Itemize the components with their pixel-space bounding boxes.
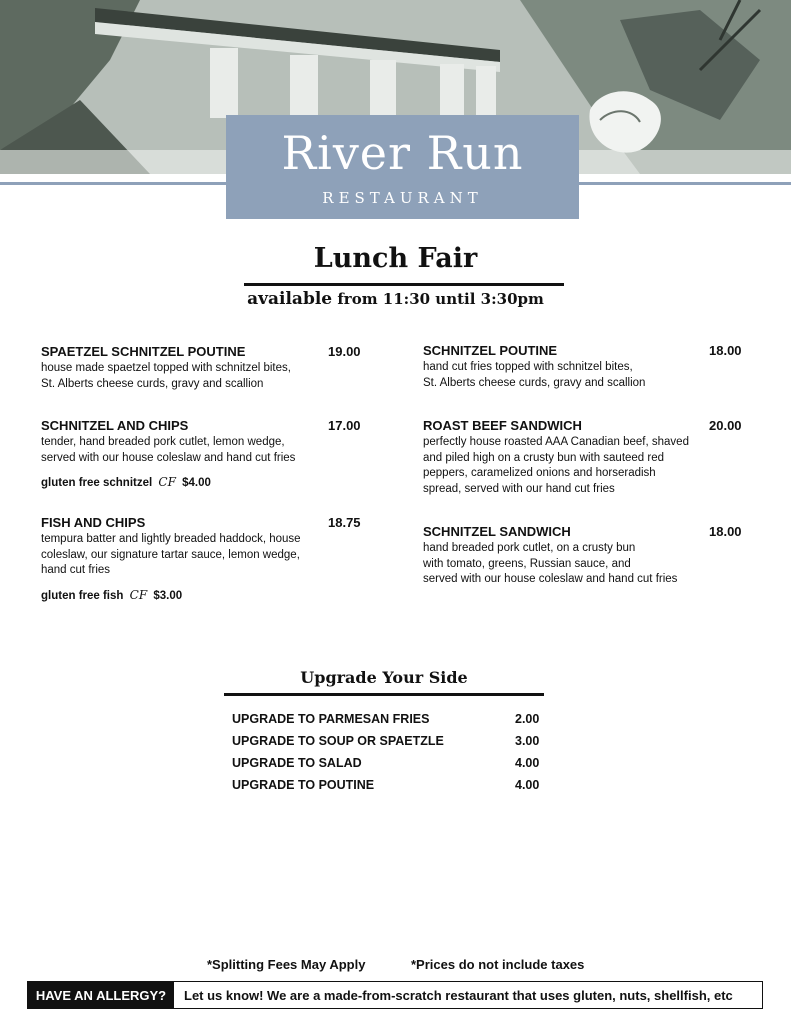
item-name: SCHNITZEL SANDWICH (423, 524, 571, 539)
item-price: 18.00 (709, 524, 742, 539)
restaurant-subtitle: RESTAURANT (322, 189, 483, 207)
item-price: 20.00 (709, 418, 742, 433)
restaurant-logo (226, 115, 579, 219)
upgrade-row (232, 778, 542, 800)
gluten-free-mark: CF (129, 587, 148, 602)
upgrade-label: UPGRADE TO SOUP OR SPAETZLE (232, 734, 444, 748)
item-description (41, 435, 371, 466)
upgrade-label: UPGRADE TO POUTINE (232, 778, 375, 792)
item-name: FISH AND CHIPS (41, 515, 146, 530)
upgrade-label: UPGRADE TO PARMESAN FRIES (232, 712, 430, 726)
description-line: served with our house coleslaw and hand cut fries (423, 573, 678, 585)
menu-item (423, 418, 753, 497)
title-divider (244, 283, 564, 286)
description-line: served with our house coleslaw and hand cut fries (41, 451, 296, 464)
description-line: coleslaw, our signature tartar sauce, lemon wedge, (41, 548, 300, 561)
description-line: with tomato, greens, Russian sauce, and (423, 557, 631, 570)
item-name: ROAST BEEF SANDWICH (423, 418, 582, 433)
availability-hours: from 11:30 until 3:30pm (337, 290, 544, 308)
menu-item (41, 515, 371, 602)
description-line: hand cut fries topped with schnitzel bites, (423, 361, 633, 373)
item-name: SCHNITZEL AND CHIPS (41, 418, 189, 433)
menu-item (423, 343, 753, 391)
description-line: hand cut fries (41, 564, 111, 576)
menu-item (41, 418, 371, 489)
upgrade-row (232, 756, 542, 778)
item-description (41, 361, 371, 392)
item-description (423, 435, 753, 497)
upgrade-price: 4.00 (515, 756, 540, 770)
upgrade-divider (224, 693, 544, 696)
restaurant-name: River Run (281, 126, 524, 180)
description-line: and piled high on a crusty bun with sauteed red (423, 451, 665, 464)
description-line: tempura batter and lightly breaded haddock, house (41, 533, 301, 545)
gluten-free-label: gluten free schnitzel (41, 477, 153, 489)
item-price: 19.00 (328, 344, 361, 359)
item-name: SCHNITZEL POUTINE (423, 343, 558, 358)
item-price: 18.75 (328, 515, 361, 530)
menu-item (41, 344, 371, 392)
menu-item (423, 524, 753, 588)
allergy-notice (27, 981, 763, 1009)
description-line: tender, hand breaded pork cutlet, lemon wedge, (41, 436, 285, 448)
item-description (423, 360, 753, 391)
menu-title: Lunch Fair (313, 243, 478, 274)
description-line: St. Alberts cheese curds, gravy and scallion (41, 377, 264, 390)
description-line: house made spaetzel topped with schnitzel bites, (41, 362, 291, 374)
description-line: spread, served with our hand cut fries (423, 482, 615, 495)
upgrade-price: 2.00 (515, 712, 540, 726)
gluten-free-option (41, 588, 371, 602)
gluten-free-price: $4.00 (182, 477, 211, 489)
upgrade-section-title: Upgrade Your Side (300, 668, 468, 687)
gluten-free-mark: CF (158, 475, 176, 489)
availability-lead: available (247, 289, 333, 309)
upgrade-label: UPGRADE TO SALAD (232, 756, 362, 770)
upgrade-price: 3.00 (515, 734, 540, 748)
menu-availability (0, 289, 791, 309)
description-line: perfectly house roasted AAA Canadian beef, shaved (423, 436, 689, 448)
description-line: peppers, caramelized onions and horseradish (423, 467, 656, 479)
upgrade-row (232, 734, 542, 756)
upgrade-price: 4.00 (515, 778, 540, 792)
item-price: 18.00 (709, 343, 742, 358)
gluten-free-price: $3.00 (153, 589, 183, 602)
item-name: SPAETZEL SCHNITZEL POUTINE (41, 344, 246, 359)
splitting-fees-note: *Splitting Fees May Apply (207, 957, 366, 972)
taxes-note: *Prices do not include taxes (411, 957, 585, 972)
item-price: 17.00 (328, 418, 361, 433)
description-line: hand breaded pork cutlet, on a crusty bun (423, 542, 636, 554)
allergy-label: HAVE AN ALLERGY? (28, 982, 174, 1008)
description-line: St. Alberts cheese curds, gravy and scallion (423, 376, 646, 389)
upgrade-row (232, 712, 542, 734)
item-description (423, 541, 753, 588)
gluten-free-label: gluten free fish (41, 589, 124, 602)
allergy-text: Let us know! We are a made-from-scratch restaurant that uses gluten, nuts, shellfish, etc (184, 987, 733, 1003)
item-description (41, 532, 371, 579)
upgrade-list (232, 712, 542, 800)
gluten-free-option (41, 475, 371, 489)
